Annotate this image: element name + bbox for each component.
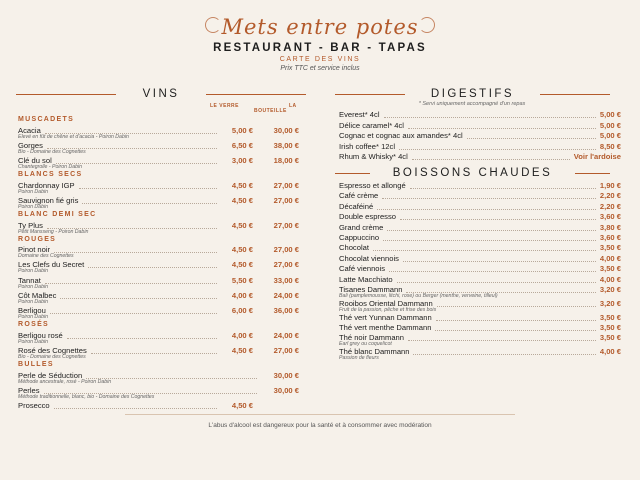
digestifs-note: * Servi uniquement accompagné d'un repas: [418, 101, 526, 107]
item-name: Irish coffee* 12cl: [339, 141, 396, 151]
wine-description: Méthode traditionnelle, blanc, bio - Domaine des Cognettes: [18, 393, 155, 400]
digestifs-section-header: [335, 86, 610, 102]
item-description: Fruit de la passion, pêche et frise des bois: [339, 306, 437, 313]
item-name: Everest* 4cl: [339, 110, 380, 119]
col-header-bouteille-2: BOUTEILLE: [254, 108, 287, 114]
leader-dots: [400, 219, 596, 220]
bottle-price: 27,00 €: [273, 180, 299, 190]
glass-price: 4,50 €: [231, 260, 253, 270]
item-price: 3,50 €: [599, 312, 621, 322]
menu-type-label: CARTE DES VINS: [279, 56, 361, 63]
bottle-price: 38,00 €: [273, 140, 299, 150]
glass-price: 4,50 €: [231, 195, 253, 205]
wine-name: Prosecco: [18, 401, 50, 410]
item-name: Café viennois: [339, 264, 386, 274]
item-price: Voir l'ardoise: [573, 152, 621, 162]
leader-dots: [412, 159, 570, 160]
bottle-price: 30,00 €: [273, 385, 299, 395]
wine-item: [18, 291, 300, 305]
bottle-price: 27,00 €: [273, 345, 299, 355]
leader-dots: [88, 267, 217, 268]
vins-section-header: [16, 86, 306, 102]
item-price: 3,60 €: [599, 233, 621, 242]
wine-name: Pinot noir: [18, 245, 51, 255]
leader-dots: [79, 188, 217, 189]
wine-description: Bio - Domaine des Cognettes: [18, 353, 86, 360]
wine-name: Acacia: [18, 125, 41, 135]
bottle-price: 30,00 €: [273, 370, 299, 380]
wine-description: Poiron Dabin: [18, 314, 48, 320]
item-price: 8,50 €: [599, 141, 621, 151]
leader-dots: [389, 271, 596, 272]
item-price: 2,20 €: [599, 201, 621, 211]
bottle-price: 27,00 €: [273, 245, 299, 255]
wine-item: [18, 126, 300, 140]
item-name: Thé vert menthe Dammann: [339, 323, 432, 332]
item-name: Rooibos Oriental Dammann: [339, 298, 433, 308]
price-note: Prix TTC et service inclus: [280, 65, 360, 72]
glass-price: 5,00 €: [231, 125, 253, 135]
leader-dots: [384, 117, 596, 118]
item-name: Thé noir Dammann: [339, 333, 404, 343]
item-price: 3,50 €: [599, 323, 621, 332]
wine-name: Côt Malbec: [18, 290, 57, 300]
leader-dots: [56, 163, 217, 164]
leader-dots: [435, 330, 595, 331]
item-name: Espresso et allongé: [339, 181, 406, 190]
item-price: 4,00 €: [599, 253, 621, 263]
leader-dots: [436, 320, 596, 321]
item-name: Rhum & Whisky* 4cl: [339, 152, 408, 162]
leader-dots: [383, 240, 596, 241]
glass-price: 4,50 €: [231, 245, 253, 255]
wine-name: Ty Plus: [18, 220, 43, 230]
item-name: Décaféiné: [339, 201, 374, 211]
wine-item: [18, 306, 300, 320]
wine-name: Gorges: [18, 140, 43, 150]
item-price: 3,80 €: [599, 222, 621, 232]
item-price: 4,00 €: [599, 347, 621, 357]
item-description: Passion de fleurs: [339, 355, 379, 362]
hot-drink-item: [339, 299, 621, 313]
item-name: Chocolat viennois: [339, 253, 399, 263]
item-price: 5,00 €: [599, 120, 621, 130]
item-name: Double espresso: [339, 212, 396, 222]
glass-price: 4,50 €: [231, 345, 253, 355]
wine-description: Poiron Dabin: [18, 188, 48, 195]
leader-dots: [406, 292, 595, 293]
leader-dots: [91, 353, 217, 354]
wine-item: [18, 196, 300, 210]
glass-price: 4,50 €: [231, 180, 253, 190]
bottle-price: 33,00 €: [273, 275, 299, 285]
footer-divider: [125, 414, 515, 415]
leader-dots: [377, 209, 596, 210]
item-name: Café crème: [339, 191, 379, 201]
wine-item: [18, 221, 300, 235]
wine-section-title: ROSÉS: [18, 321, 50, 329]
wine-item: [18, 260, 300, 274]
glass-price: 6,00 €: [231, 306, 253, 315]
leader-dots: [44, 393, 257, 394]
leader-dots: [410, 188, 596, 189]
wine-name: Perles: [18, 385, 40, 395]
leader-dots: [467, 138, 596, 139]
wine-description: Méthode ancestrale, rosé - Poiron Dabin: [18, 378, 112, 385]
col-header-bouteille-1: LA: [289, 103, 297, 109]
glass-price: 4,50 €: [231, 401, 253, 410]
wine-item: [18, 181, 300, 195]
wine-name: Sauvignon fié gris: [18, 195, 79, 205]
leader-dots: [403, 261, 596, 262]
wine-description: Elevé en fût de chêne et d'acacia - Poiron Dabin: [18, 133, 129, 140]
wine-name: Les Clefs du Secret: [18, 260, 85, 270]
wine-section-title: BLANCS SECS: [18, 171, 83, 179]
glass-price: 5,50 €: [231, 275, 253, 285]
leader-dots: [382, 198, 596, 199]
wine-description: Poiron Dabin: [18, 283, 48, 290]
wine-description: Bio - Domaine des Cognettes: [18, 148, 86, 155]
item-name: Thé vert Yunnan Dammann: [339, 312, 432, 322]
boissons-title: BOISSONS CHAUDES: [392, 167, 553, 179]
leader-dots: [387, 230, 596, 231]
leader-dots: [50, 313, 217, 314]
leader-dots: [67, 338, 217, 339]
menu-header: [0, 14, 640, 74]
leader-dots: [408, 340, 596, 341]
glass-price: 3,00 €: [231, 155, 253, 165]
item-name: Cognac et cognac aux amandes* 4cl: [339, 131, 463, 141]
leader-dots: [45, 283, 217, 284]
bottle-price: 27,00 €: [273, 195, 299, 205]
leader-dots: [47, 148, 217, 149]
item-price: 5,00 €: [599, 110, 621, 119]
item-price: 3,50 €: [599, 243, 621, 253]
leader-dots: [399, 149, 596, 150]
leader-dots: [397, 282, 596, 283]
wine-section-title: MUSCADETS: [18, 116, 75, 123]
footer-warning: L'abus d'alcool est dangereux pour la santé et à consommer avec modération: [208, 422, 432, 429]
glass-price: 4,50 €: [231, 220, 253, 230]
item-name: Délice caramel* 4cl: [339, 120, 404, 130]
wine-item: [18, 276, 300, 290]
wine-description: Poiron Dabin: [18, 298, 48, 305]
leader-dots: [54, 252, 217, 253]
leader-dots: [45, 133, 217, 134]
leader-dots: [54, 408, 217, 409]
wine-description: Chantegrolle - Poiron Dabin: [18, 163, 83, 170]
wine-section-title: ROUGES: [18, 235, 57, 243]
bottle-price: 18,00 €: [273, 155, 299, 165]
item-price: 4,00 €: [599, 274, 621, 284]
wine-item: [18, 346, 300, 360]
wine-item: [18, 371, 300, 385]
item-price: 3,20 €: [599, 298, 621, 308]
item-price: 1,90 €: [599, 181, 621, 190]
wine-item: [18, 401, 300, 415]
item-name: Cappuccino: [339, 233, 380, 242]
wine-item: [18, 156, 300, 170]
bottle-price: 24,00 €: [273, 290, 299, 300]
bottle-price: 27,00 €: [273, 260, 299, 270]
item-name: Latte Macchiato: [339, 274, 393, 284]
leader-dots: [47, 228, 217, 229]
col-header-verre: LE VERRE: [210, 103, 240, 109]
restaurant-logo: Mets entre potes: [221, 15, 419, 39]
item-description: Bali (pamplemousse, litchi, rose) ou Berger (menthe, verveine, tilleul): [339, 293, 498, 299]
bottle-price: 24,00 €: [273, 330, 299, 340]
wine-name: Berligou rosé: [18, 330, 63, 340]
wine-description: Poiron Dabin: [18, 338, 48, 345]
bottle-price: 30,00 €: [273, 125, 299, 135]
item-price: 3,50 €: [599, 333, 621, 343]
wine-name: Perle de Séduction: [18, 370, 83, 380]
vins-title: VINS: [142, 88, 180, 100]
boissons-section-header: [335, 165, 610, 181]
leader-dots: [82, 203, 217, 204]
glass-price: 6,50 €: [231, 140, 253, 150]
leader-dots: [86, 378, 257, 379]
leader-dots: [413, 354, 595, 355]
wine-name: Berligou: [18, 306, 46, 315]
wine-section-title: BULLES: [18, 361, 54, 369]
hot-drink-item: [339, 285, 621, 299]
item-price: 2,20 €: [599, 191, 621, 201]
item-name: Chocolat: [339, 243, 369, 253]
item-name: Grand crème: [339, 222, 384, 232]
wine-section-title: BLANC DEMI SEC: [18, 211, 97, 218]
hot-drink-item: [339, 333, 621, 347]
bottle-price: 36,00 €: [273, 306, 299, 315]
item-price: 3,50 €: [599, 264, 621, 274]
hot-drink-item: [339, 347, 621, 361]
wine-item: [18, 386, 300, 400]
leader-dots: [437, 306, 596, 307]
wine-description: Poiron Dabin: [18, 203, 48, 210]
item-description: Earl grey ou coquelicot: [339, 341, 392, 348]
leader-dots: [408, 128, 596, 129]
leader-dots: [60, 298, 217, 299]
item-name: Tisanes Dammann: [339, 285, 403, 294]
glass-price: 4,00 €: [231, 290, 253, 300]
bottle-price: 27,00 €: [273, 220, 299, 230]
wine-description: Domaine des Cognettes: [18, 253, 74, 260]
item-name: Thé blanc Dammann: [339, 347, 410, 357]
wine-item: [18, 141, 300, 155]
item-price: 5,00 €: [599, 131, 621, 141]
glass-price: 4,00 €: [231, 330, 253, 340]
wine-name: Rosé des Cognettes: [18, 345, 87, 355]
wine-item: [18, 331, 300, 345]
wine-name: Chardonnay IGP: [18, 180, 75, 190]
leader-dots: [373, 250, 596, 251]
wine-description: Poiron Dabin: [18, 268, 48, 275]
item-price: 3,20 €: [599, 285, 621, 294]
item-price: 3,60 €: [599, 212, 621, 222]
wine-item: [18, 245, 300, 259]
wine-name: Tannat: [18, 275, 41, 285]
digestifs-title: DIGESTIFS: [430, 88, 515, 100]
wine-description: Petit Mansseng - Poiron Dabin: [18, 228, 89, 235]
wine-name: Clé du sol: [18, 155, 52, 165]
restaurant-subtitle: RESTAURANT - BAR - TAPAS: [213, 42, 427, 54]
